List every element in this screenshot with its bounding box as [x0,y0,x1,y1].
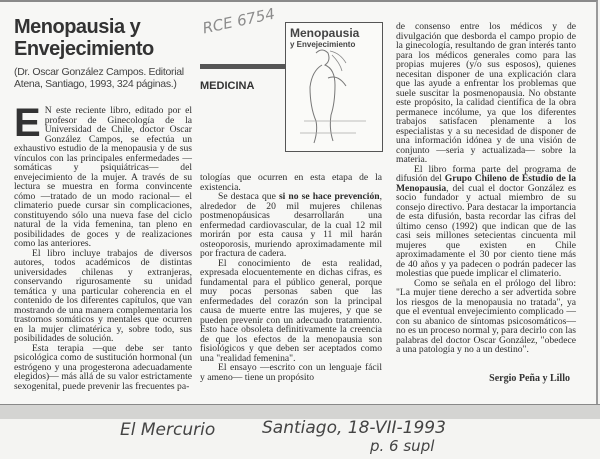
handwritten-source: El Mercurio [120,420,216,440]
paragraph: El ensayo —escrito con un lenguaje fácil y ameno— tiene un propósito [200,362,382,383]
section-label: MEDICINA [200,80,255,92]
text: , alrededor de 20 mil mujeres chilenas postmenopáusicas desarrollarán una enfermedad cardiovascular, de la cual 12 mil morirán por esta causa y 11 mil harán osteoporosis, muriendo aproximadamente mil por fractura de cadera. [200,191,382,259]
article-column-2 [200,173,382,382]
article-column-1 [14,101,192,392]
paragraph: El libro incluye trabajos de diversos autores, todos académicos de distintas universidades chilenas y extranjeras, conservando rigurosamente su unidad temática y una particular coherencia en el contenido de los diferentes capítulos, que van mostrando de una manera complementaria los trastornos somáticos y mentales que ocurren en la mujer climatérica y, sobre todo, sus posibilidades de solución. [14,247,192,344]
book-cover-image [285,22,383,152]
bold-text: si no se hace prevención [278,191,380,202]
headline-line: Menopausia y [14,16,141,38]
paragraph: Como se señala en el prólogo del libro: "La mujer tiene derecho a ser advertida sobre los riesgos de la menopausia no tratada", ya que el eventual envejecimiento complicado —con su abanico de síntomas psicosomáticos— no es un proceso normal y, para decirlo con las palabras del doctor Oscar González, "obedece a una patología y no a un destino". [396,277,576,355]
paragraph [200,192,382,259]
paragraph: El conocimiento de esta realidad, expresada elocuentemente en dichas cifras, es fundamental para el público general, porque muy pocas personas saben que las enfermedades del corazón son la principal causa de muerte entre las mujeres, y que se pueden prevenir con un adecuado tratamiento. Esto hace obsoleta definitivamente la creencia de que los efectos de la menopausia son fisiológicos y que deben ser aceptados como una "realidad femenina". [200,257,382,364]
paragraph: N este reciente libro, editado por el profesor de Ginecología de la Universidad de Chile, doctor Oscar González Campos, se efectúa un exhaustivo estudio de la menopausia y de sus vínculos con las principales enfermedades —somáticas y psiquiátricas— del envejecimiento de la mujer. A través de su lectura se muestra en forma convincente cómo —tratado de un modo racional— el climaterio puede cursar sin complicaciones, constituyendo sólo una nueva fase del ciclo natural de la vida femenina, tan pleno en posibilidades de goces y de realizaciones como las anteriores. [14,105,192,249]
handwritten-page: p. 6 supl [370,437,435,455]
article-column-3 [396,22,576,355]
paragraph: tologías que ocurren en esta etapa de la existencia. [200,172,382,193]
section-bar [200,64,286,69]
author-signature: Sergio Peña y Lillo [489,373,570,384]
text: Se destaca que [218,191,279,202]
text: , del cual el doctor González es socio fundador y actual miembro de su consejo directivo. Para destacar la importancia de esta difusión, basta recordar las cifras del último censo (1992) que indican que de las casi seis millones setecientas cincuenta mil mujeres que existen en Chile aproximadamente el 30 por ciento tiene más de 40 años y ya padecen o podrán padecer las molestias que puede implicar el climaterio. [396,182,576,279]
paragraph: Esta terapia —que debe ser tanto psicológica como de sustitución hormonal (un estrógeno y una progesterona adecuadamente elegidos)— más allá de su valor estrictamente sexogenital, puede prevenir las frecuentes pa- [14,342,192,392]
venus-figure-icon [286,23,382,151]
headline-line: Envejecimiento [14,38,154,60]
drop-cap: E [14,101,41,145]
handwritten-date: Santiago, 18-VII-1993 [262,418,446,438]
archive-stamp: RCE 6754 [200,4,277,38]
cover-title: Menopausia [290,26,360,40]
bold-text: Grupo Chileno de Estudio de la Menopausia [396,173,576,194]
headline [14,16,154,60]
paper-edge [0,404,600,419]
book-reference: (Dr. Oscar González Campos. Editorial Atena, Santiago, 1993, 324 páginas.) [14,66,184,90]
text: El libro forma parte del programa de difusión del [396,163,576,184]
paragraph [396,165,576,279]
cover-subtitle: y Envejecimiento [290,40,356,49]
paragraph: de consenso entre los médicos y de divulgación que desborda el campo propio de la ginecología, resultando de gran interés tanto para los médicos generales como para las propias mujeres (y/o sus esposos), quienes necesitan disponer de una explicación clara que las ayude a enfrentar los problemas que suele suscitar la posmenopausia. No obstante este propósito, la calidad científica de la obra permanece incólume, ya que los diferentes trabajos satisfacen plenamente a los especialistas y a su necesidad de disponer de una información idónea y de una visión de conjunto —seria y actualizada— sobre la materia. [396,21,576,165]
